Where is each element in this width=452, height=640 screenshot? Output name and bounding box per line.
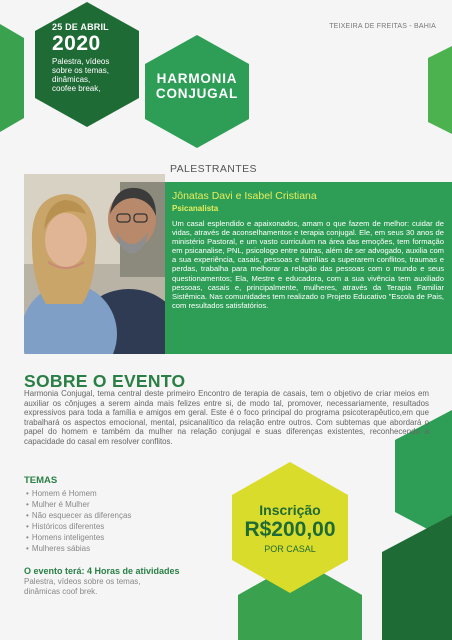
- theme-item: • Não esquecer as diferenças: [26, 510, 131, 521]
- hexagon-top-right: [428, 46, 452, 134]
- event-city: TEIXEIRA DE FREITAS - BAHIA: [329, 23, 436, 30]
- intro-line: Palestra, vídeos: [52, 57, 110, 66]
- about-text: Harmonia Conjugal, tema central deste primeiro Encontro de terapia de casais, tem o objetivo de criar meios em auxiliar os cônjuges a serem ainda mais felizes entre si, de modo tal, promover, necessariamente, resultados expressivos para toda a família e amigos em geral. Este é o foco principal do programa psicoterapêutico,em que trabalhará os aspectos emocional, mental, psicanalítico da relação entre outros. Com subtemas que abordará o papel do homem e também da mulher na relação conjugal e suas diferenças existentes, reconhecendo a capacidade do casal em resolver conflitos.: [24, 389, 429, 446]
- event-duration: O evento terá: 4 Horas de atividades: [24, 566, 180, 576]
- intro-line: sobre os temas,: [52, 66, 109, 75]
- registration-per: POR CASAL: [264, 544, 316, 554]
- event-title-line2: CONJUGAL: [155, 86, 239, 101]
- activities-line: dinâmicas coof brek.: [24, 587, 98, 596]
- theme-item: • Históricos diferentes: [26, 521, 131, 532]
- hexagon-light-left: [0, 24, 24, 132]
- themes-list: [26, 488, 131, 554]
- registration-label: Inscrição: [259, 502, 321, 518]
- speakers-names: Jônatas Davi e Isabel Cristiana: [172, 190, 317, 202]
- event-year: 2020: [52, 32, 101, 55]
- theme-item: • Mulher é Mulher: [26, 499, 131, 510]
- hexagon-bottom-right-big: [382, 515, 452, 640]
- registration-price: R$200,00: [244, 518, 336, 541]
- about-heading: SOBRE O EVENTO: [24, 371, 186, 391]
- themes-heading: TEMAS: [24, 475, 58, 486]
- intro-line: coofee break,: [52, 84, 101, 93]
- event-date: 25 DE ABRIL: [52, 22, 109, 32]
- activities-line: Palestra, vídeos sobre os temas,: [24, 577, 141, 586]
- event-activities: [24, 577, 174, 597]
- theme-item: • Homens inteligentes: [26, 532, 131, 543]
- event-intro: [52, 57, 132, 93]
- theme-item: • Mulheres sábias: [26, 543, 131, 554]
- speakers-role: Psicanalista: [172, 204, 219, 213]
- speakers-photo: [24, 174, 165, 354]
- theme-item: • Homem é Homem: [26, 488, 131, 499]
- intro-line: dinâmicas,: [52, 75, 91, 84]
- speakers-bio: Um casal esplendido e apaixonados, amam o que fazem de melhor: cuidar de vidas, através de aconselhamentos e terapia conjugal. Ele, em seus 30 anos de ministério Pastoral, e um vasto curriculum na área das emoções, tem formação em psicanalise, PNL, psicologo entre outras, além de ser advogado, auxilia com a sua experiência, casais, pessoas e famílias a superarem conflitos, traumas e perdas, trabalha para melhorar a relação das pessoas com o mundo e seus questionamentos; Ela, Mestre e educadora, com a sua vivência tem auxiliado pessoas, casais e, principalmente, mulheres, através da Terapia Familiar Sistêmica. Nas comunidades tem realizado o Projeto Educativo "Escola de Pais, com resultados satisfatórios.: [172, 219, 444, 310]
- speakers-label: PALESTRANTES: [170, 163, 257, 175]
- event-title-line1: HARMONIA: [156, 71, 238, 86]
